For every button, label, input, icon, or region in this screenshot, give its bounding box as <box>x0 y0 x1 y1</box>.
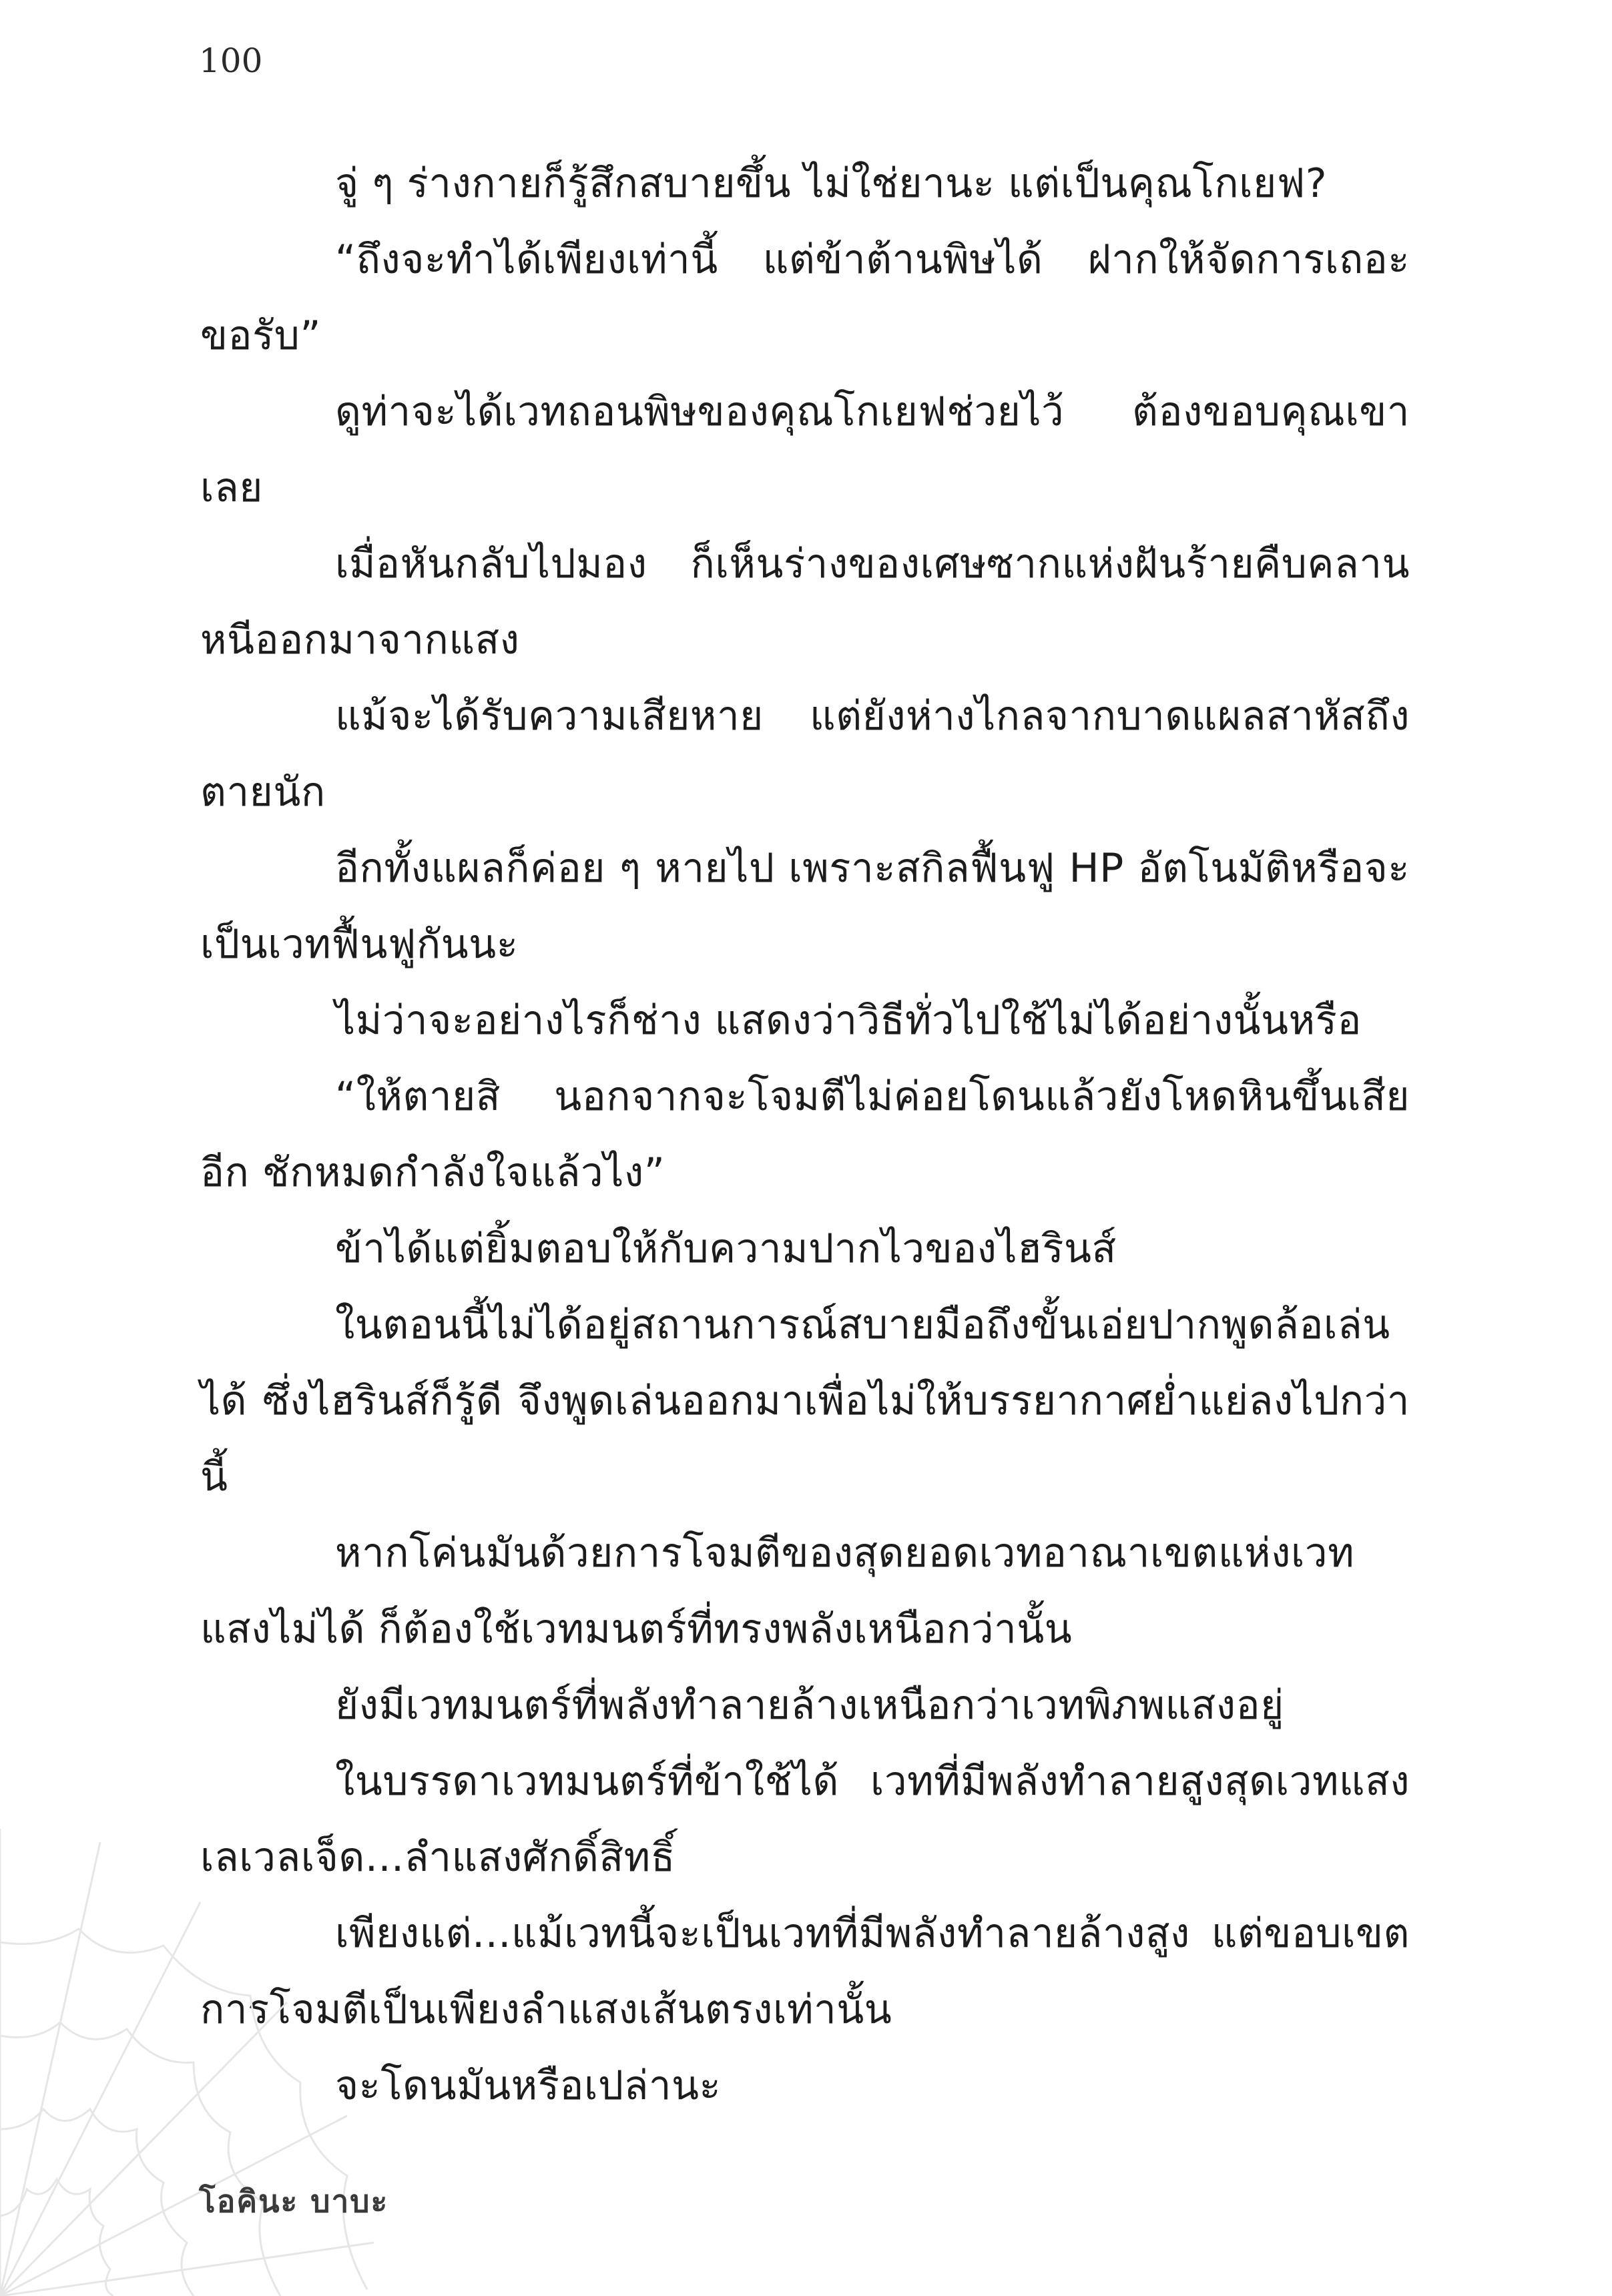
body-text <box>200 146 1410 2124</box>
paragraph: ในบรรดาเวทมนตร์ที่ข้าใช้ได้ เวทที่มีพลังทำลายสูงสุดเวทแสงเลเวลเจ็ด...ลำแสงศักดิ์สิทธิ์ <box>200 1758 1410 1881</box>
spiderweb-decoration <box>0 1829 374 2296</box>
paragraph: จู่ ๆ ร่างกายก็รู้สึกสบายขึ้น ไม่ใช่ยานะ แต่เป็นคุณโกเยฟ? <box>335 160 1328 207</box>
paragraph: หากโค่นมันด้วยการโจมตีของสุดยอดเวทอาณาเขตแห่งเวทแสงไม่ได้ ก็ต้องใช้เวทมนตร์ที่ทรงพลังเหนือกว่านั้น <box>200 1530 1355 1653</box>
footer-title: โอคินะ บาบะ <box>199 2183 389 2219</box>
paragraph: ในตอนนี้ไม่ได้อยู่สถานการณ์สบายมือถึงขั้นเอ่ยปากพูดล้อเล่นได้ ซึ่งไฮรินส์ก็รู้ดี จึงพูดเล่นออกมาเพื่อไม่ให้บรรยากาศย่ำแย่ลงไปกว่านี้ <box>200 1302 1410 1500</box>
paragraph: เพียงแต่...แม้เวทนี้จะเป็นเวทที่มีพลังทำลายล้างสูง แต่ขอบเขตการโจมตีเป็นเพียงลำแสงเส้นตรงเท่านั้น <box>200 1910 1410 2033</box>
paragraph: “ให้ตายสิ นอกจากจะโจมตีไม่ค่อยโดนแล้วยังโหดหินขึ้นเสียอีก ชักหมดกำลังใจแล้วไง” <box>200 1073 1410 1196</box>
paragraph: จะโดนมันหรือเปล่านะ <box>335 2062 722 2109</box>
paragraph: ข้าได้แต่ยิ้มตอบให้กับความปากไวของไฮรินส์ <box>335 1225 1117 1272</box>
page-number: 100 <box>199 41 263 80</box>
paragraph: ดูท่าจะได้เวทถอนพิษของคุณโกเยฟช่วยไว้ ต้องขอบคุณเขาเลย <box>200 388 1410 511</box>
paragraph: เมื่อหันกลับไปมอง ก็เห็นร่างของเศษซากแห่งฝันร้ายคืบคลานหนีออกมาจากแสง <box>200 541 1410 663</box>
paragraph: อีกทั้งแผลก็ค่อย ๆ หายไป เพราะสกิลฟื้นฟู HP อัตโนมัติหรือจะเป็นเวทฟื้นฟูกันนะ <box>200 845 1410 968</box>
paragraph: แม้จะได้รับความเสียหาย แต่ยังห่างไกลจากบาดแผลสาหัสถึงตายนัก <box>200 693 1410 816</box>
paragraph: ไม่ว่าจะอย่างไรก็ช่าง แสดงว่าวิธีทั่วไปใช้ไม่ได้อย่างนั้นหรือ <box>335 997 1362 1044</box>
paragraph: ยังมีเวทมนตร์ที่พลังทำลายล้างเหนือกว่าเวทพิภพแสงอยู่ <box>335 1682 1284 1729</box>
paragraph: “ถึงจะทำได้เพียงเท่านี้ แต่ข้าต้านพิษได้ ฝากให้จัดการเถอะขอรับ” <box>200 236 1410 359</box>
